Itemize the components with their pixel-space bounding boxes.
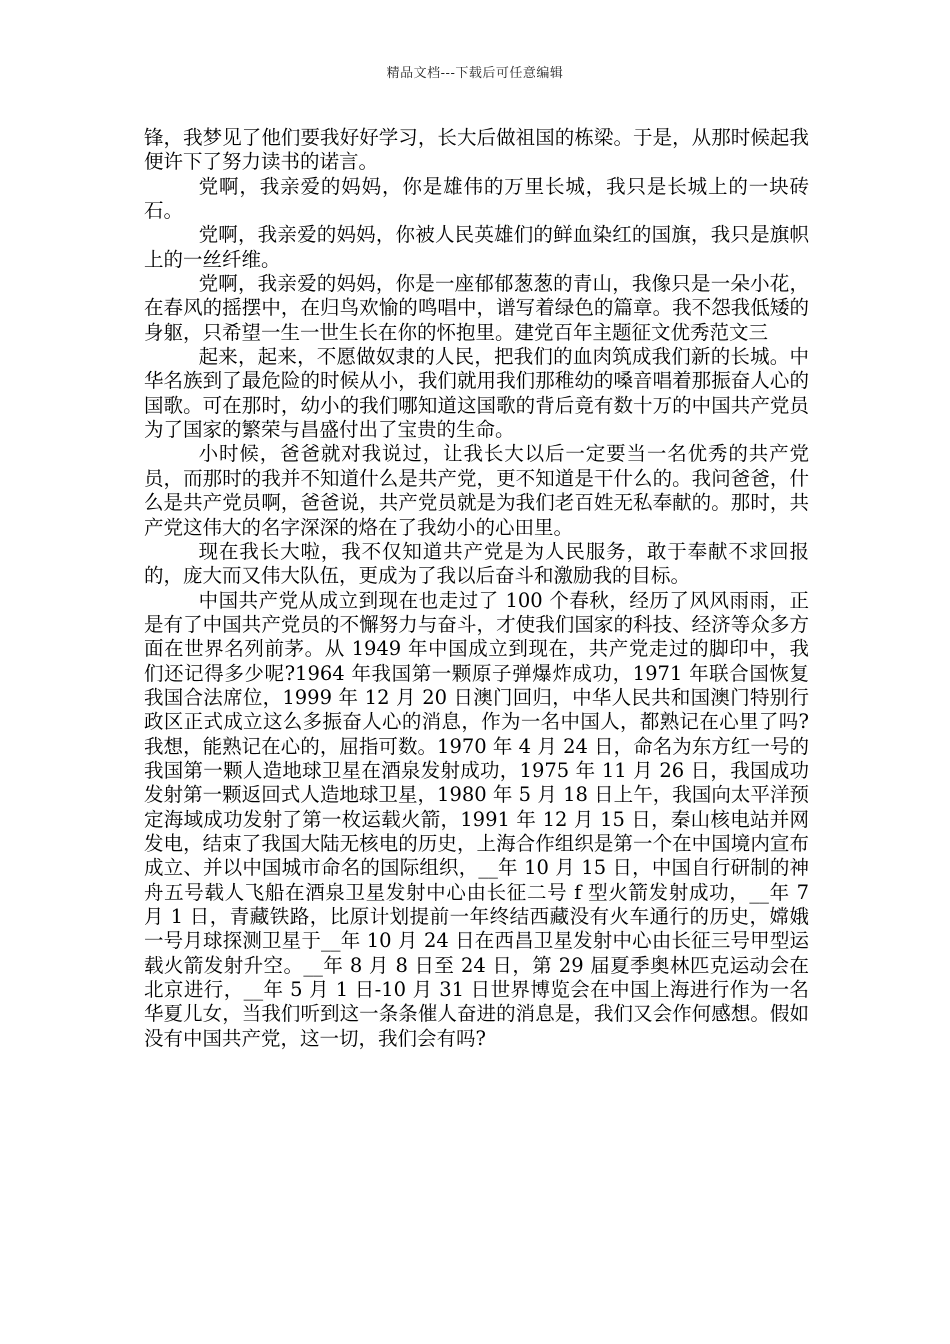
paragraph-2: 党啊，我亲爱的妈妈，你是雄伟的万里长城，我只是长城上的一块砖石。 (144, 174, 809, 223)
paragraph-6: 小时候，爸爸就对我说过，让我长大以后一定要当一名优秀的共产党员，而那时的我并不知道什么是共产党，更不知道是干什么的。我问爸爸，什么是共产党员啊，爸爸说，共产党员就是为我们老百姓无私奉献的。那时，共产党这伟大的名字深深的烙在了我幼小的心田里。 (144, 442, 809, 539)
paragraph-4: 党啊，我亲爱的妈妈，你是一座郁郁葱葱的青山，我像只是一朵小花，在春风的摇摆中，在归鸟欢愉的鸣唱中，谱写着绿色的篇章。我不怨我低矮的身躯，只希望一生一世生长在你的怀抱里。建党百年主题征文优秀范文三 (144, 272, 809, 344)
paragraph-5: 起来，起来，不愿做奴隶的人民，把我们的血肉筑成我们新的长城。中华名族到了最危险的时候从小，我们就用我们那稚幼的嗓音唱着那振奋人心的国歌。可在那时，幼小的我们哪知道这国歌的背后竟有数十万的中国共产党员为了国家的繁荣与昌盛付出了宝贵的生命。 (144, 345, 809, 442)
paragraph-3: 党啊，我亲爱的妈妈，你被人民英雄们的鲜血染红的国旗，我只是旗帜上的一丝纤维。 (144, 223, 809, 271)
paragraph-1: 锋，我梦见了他们要我好好学习，长大后做祖国的栋梁。于是，从那时候起我便许下了努力读书的诺言。 (144, 126, 809, 174)
page-header: 精品文档---下载后可任意编辑 (386, 66, 564, 81)
paragraph-8: 中国共产党从成立到现在也走过了 100 个春秋，经历了风风雨雨，正是有了中国共产党员的不懈努力与奋斗，才使我们国家的科技、经济等众多方面在世界名列前茅。从 1949 年中国成立到现在，共产党走过的脚印中，我们还记得多少呢?1964 年我国第一颗原子弹爆炸成功，1971 年联合国恢复我国合法席位，1999 年 12 月 20 日澳门回归，中华人民共和国澳门特别行政区正式成立这么多振奋人心的消息，作为一名中国人，都熟记在心里了吗?我想，能熟记在心的，屈指可数。1970 年 4 月 24 日，命名为东方红一号的我国第一颗人造地球卫星在酒泉发射成功，1975 年 11 月 26 日，我国成功发射第一颗返回式人造地球卫星，1980 年 5 月 18 日上午，我国向太平洋预定海域成功发射了第一枚运载火箭，1991 年 12 月 15 日，秦山核电站并网发电，结束了我国大陆无核电的历史，上海合作组织是第一个在中国境内宣布成立、并以中国城市命名的国际组织，__年 10 月 15 日，中国自行研制的神舟五号载人飞船在酒泉卫星发射中心由长征二号 f 型火箭发射成功，__年 7 月 1 日，青藏铁路，比原计划提前一年终结西藏没有火车通行的历史，嫦娥一号月球探测卫星于__年 10 月 24 日在西昌卫星发射中心由长征三号甲型运载火箭发射升空。__年 8 月 8 日至 24 日，第 29 届夏季奥林匹克运动会在北京进行，__年 5 月 1 日-10 月 31 日世界博览会在中国上海进行作为一名华夏儿女，当我们听到这一条条催人奋进的消息是，我们又会作何感想。假如没有中国共产党，这一切，我们会有吗? (144, 588, 809, 1050)
paragraph-7: 现在我长大啦，我不仅知道共产党是为人民服务，敢于奉献不求回报的，庞大而又伟大队伍，更成为了我以后奋斗和激励我的目标。 (144, 539, 809, 588)
document-body (144, 126, 809, 1051)
